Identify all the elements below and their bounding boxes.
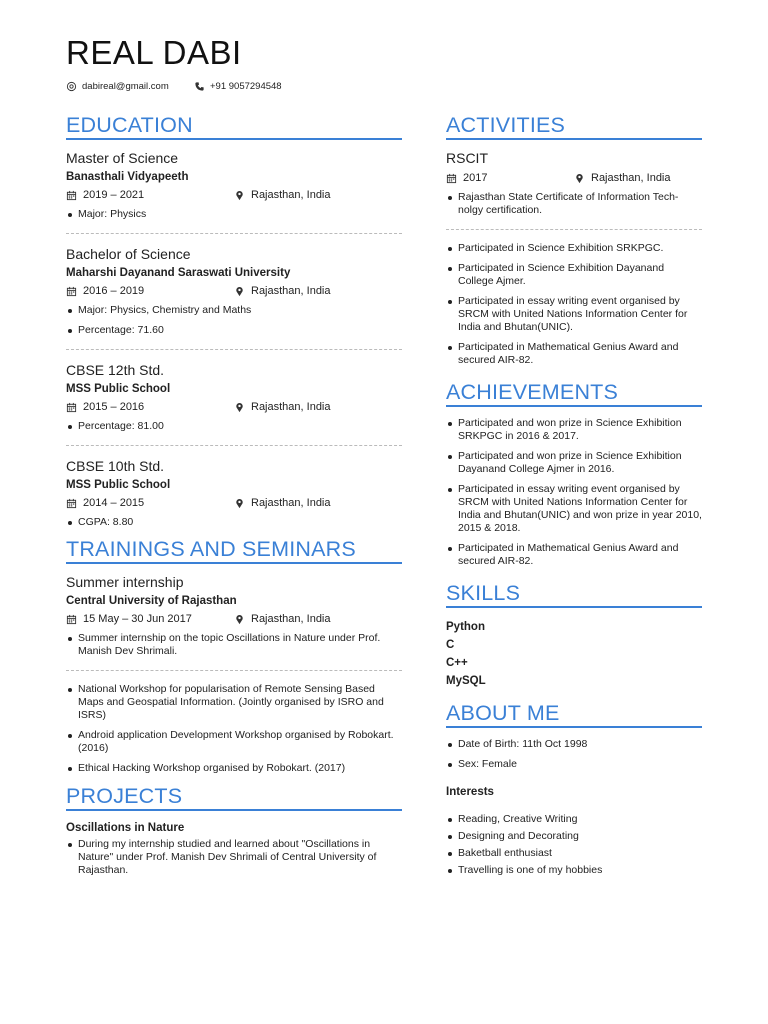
location: Rajasthan, India [591, 172, 671, 184]
location: Rajasthan, India [251, 401, 331, 413]
map-pin-icon [234, 286, 245, 297]
map-pin-icon [574, 173, 585, 184]
entry-meta [66, 612, 402, 626]
list-item: Sex: Female [446, 758, 702, 771]
calendar-icon [66, 286, 77, 297]
divider [66, 445, 402, 446]
date-range: 2016 – 2019 [83, 285, 145, 297]
about-heading: ABOUT ME [446, 700, 702, 728]
date-range: 2015 – 2016 [83, 401, 145, 413]
map-pin-icon [234, 402, 245, 413]
list-item: Android application Development Workshop organised by Robokart. (2016) [66, 729, 402, 755]
list-item: Participated in essay writing event organised by SRCM with United Nations Information Center for India and Bhutan(UNIC) and won prize in year 2010, 2015 & 2018. [446, 483, 702, 535]
skill-item: C++ [446, 657, 468, 669]
training-org: Central University of Rajasthan [66, 595, 237, 607]
date-range: 2017 [463, 172, 488, 184]
activity-title: RSCIT [446, 150, 488, 166]
achievements-heading: ACHIEVEMENTS [446, 379, 702, 407]
location: Rajasthan, India [251, 285, 331, 297]
trainings-heading: TRAININGS AND SEMINARS [66, 536, 402, 564]
school-name: Maharshi Dayanand Saraswati University [66, 267, 291, 279]
list-item: Date of Birth: 11th Oct 1998 [446, 738, 702, 751]
right-column [446, 112, 702, 881]
date-range: 2014 – 2015 [83, 497, 145, 509]
degree-title: CBSE 10th Std. [66, 458, 165, 474]
phone-icon [194, 81, 205, 92]
entry-meta [66, 496, 402, 510]
date-range: 2019 – 2021 [83, 189, 145, 201]
entry-meta [66, 284, 402, 298]
school-name: MSS Public School [66, 383, 171, 395]
education-entry [66, 458, 402, 529]
calendar-icon [66, 498, 77, 509]
entry-meta [66, 400, 402, 414]
at-icon [66, 81, 77, 92]
list-item: Major: Physics, Chemistry and Maths [66, 304, 402, 317]
list-item: Participated and won prize in Science Exhibition SRKPGC in 2016 & 2017. [446, 417, 702, 443]
entry-meta [66, 188, 402, 202]
list-item: CGPA: 8.80 [66, 516, 402, 529]
divider [66, 670, 402, 671]
education-entry [66, 246, 402, 337]
list-item: Baketball enthusiast [446, 847, 702, 860]
list-item: Ethical Hacking Workshop organised by Robokart. (2017) [66, 762, 402, 775]
list-item: Participated in essay writing event organised by SRCM with United Nations Information Center for India and Bhutan(UNIC). [446, 295, 702, 334]
email-contact[interactable] [66, 81, 169, 92]
list-item: Participated and won prize in Science Exhibition Dayanand College Ajmer in 2016. [446, 450, 702, 476]
degree-title: CBSE 12th Std. [66, 362, 165, 378]
location: Rajasthan, India [251, 613, 331, 625]
calendar-icon [66, 402, 77, 413]
phone-text: +91 9057294548 [210, 81, 282, 92]
degree-title: Bachelor of Science [66, 246, 191, 262]
location: Rajasthan, India [251, 189, 331, 201]
education-entry [66, 150, 402, 221]
training-entry [66, 574, 402, 658]
list-item: Rajasthan State Certificate of Information Tech-nolgy certification. [446, 191, 702, 217]
map-pin-icon [234, 190, 245, 201]
skill-item: Python [446, 621, 485, 633]
list-item: Designing and Decorating [446, 830, 702, 843]
email-text: dabireal@gmail.com [82, 81, 169, 92]
projects-heading: PROJECTS [66, 783, 402, 811]
list-item: Participated in Mathematical Genius Award and secured AIR-82. [446, 341, 702, 367]
entry-meta [446, 171, 702, 185]
phone-contact[interactable] [194, 81, 282, 92]
degree-title: Master of Science [66, 150, 179, 166]
map-pin-icon [234, 498, 245, 509]
calendar-icon [66, 190, 77, 201]
list-item: Percentage: 71.60 [66, 324, 402, 337]
divider [66, 349, 402, 350]
date-range: 15 May – 30 Jun 2017 [83, 613, 192, 625]
project-name: Oscillations in Nature [66, 822, 185, 834]
list-item: Participated in Mathematical Genius Award and secured AIR-82. [446, 542, 702, 568]
list-item: Participated in Science Exhibition SRKPGC. [446, 242, 702, 255]
left-column [66, 112, 402, 884]
list-item: Percentage: 81.00 [66, 420, 402, 433]
calendar-icon [446, 173, 457, 184]
list-item: Travelling is one of my hobbies [446, 864, 702, 877]
education-heading: EDUCATION [66, 112, 402, 140]
school-name: Banasthali Vidyapeeth [66, 171, 189, 183]
training-title: Summer internship [66, 574, 184, 590]
calendar-icon [66, 614, 77, 625]
divider [446, 229, 702, 230]
skills-heading: SKILLS [446, 580, 702, 608]
skill-item: MySQL [446, 675, 486, 687]
education-entry [66, 362, 402, 433]
skill-item: C [446, 639, 455, 651]
list-item: Major: Physics [66, 208, 402, 221]
list-item: Participated in Science Exhibition Dayanand College Ajmer. [446, 262, 702, 288]
interests-heading: Interests [446, 786, 494, 798]
school-name: MSS Public School [66, 479, 171, 491]
activities-heading: ACTIVITIES [446, 112, 702, 140]
list-item: National Workshop for popularisation of Remote Sensing Based Maps and Geospatial Information. (Jointly organised by ISRO and ISRS) [66, 683, 402, 722]
divider [66, 233, 402, 234]
list-item: During my internship studied and learned about "Oscillations in Nature" under Prof. Manish Dev Shrimali of Central University of Rajasthan. [66, 838, 402, 877]
location: Rajasthan, India [251, 497, 331, 509]
map-pin-icon [234, 614, 245, 625]
list-item: Summer internship on the topic Oscillations in Nature under Prof. Manish Dev Shrimali. [66, 632, 402, 658]
list-item: Reading, Creative Writing [446, 813, 702, 826]
resume-name: REAL DABI [66, 34, 242, 71]
